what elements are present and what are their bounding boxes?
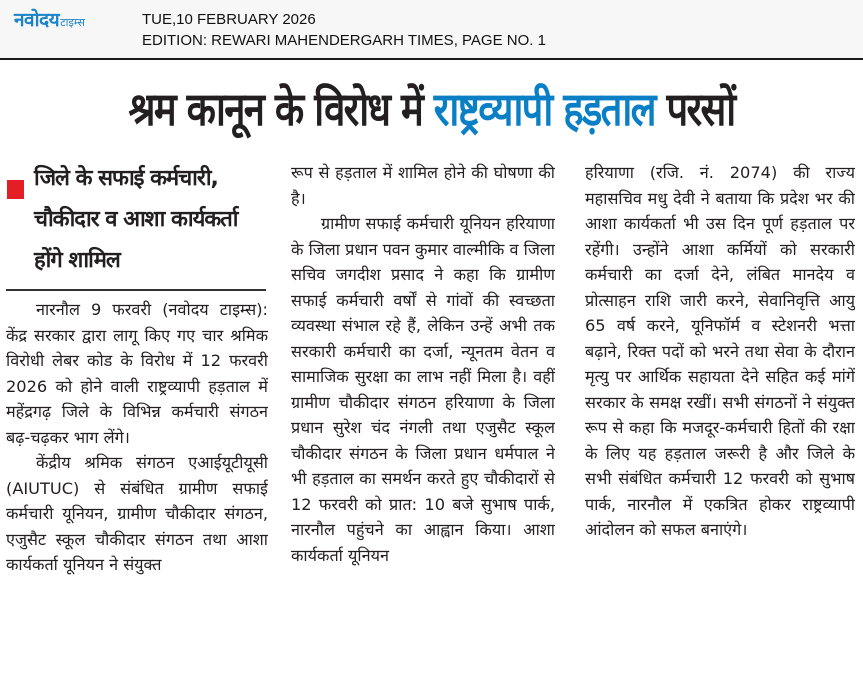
article-paragraph: नारनौल 9 फरवरी (नवोदय टाइम्स): केंद्र सरकार द्वारा लागू किए गए चार श्रमिक विरोधी लेबर कोड के विरोध में 12 फरवरी 2026 को होने वाली राष्ट्रव्यापी हड़ताल में महेंद्रगढ़ जिले के विभिन्न कर्मचारी संगठन बढ़-चढ़कर भाग लेंगे। — [6, 300, 268, 447]
newspaper-header-bar — [0, 0, 863, 60]
article-paragraph: केंद्रीय श्रमिक संगठन एआईयूटीयूसी (AIUTUC) से संबंधित ग्रामीण सफाई कर्मचारी यूनियन, ग्रामीण चौकीदार संगठन, एजुसैट स्कूल चौकीदार संगठन तथा आशा कार्यकर्ता यूनियन ने संयुक्त — [6, 453, 268, 574]
edition-page-label: EDITION: REWARI MAHENDERGARH TIMES, PAGE NO. 1 — [142, 32, 546, 49]
edition-info — [142, 9, 546, 51]
article-paragraph: रूप से हड़ताल में शामिल होने की घोषणा की है। — [291, 163, 555, 208]
article-column-1 — [6, 158, 268, 673]
main-headline — [73, 68, 789, 150]
subheadline-divider — [6, 289, 266, 291]
subheadline-text: जिले के सफाई कर्मचारी, चौकीदार व आशा कार्यकर्ता होंगे शामिल — [34, 166, 238, 273]
logo-main-text: नवोदय — [14, 9, 60, 31]
red-square-bullet-icon — [7, 180, 24, 199]
headline-part-1: श्रम कानून के विरोध में — [128, 82, 434, 136]
article-column-3 — [585, 160, 855, 673]
headline-part-3: परसों — [654, 82, 735, 136]
subheadline — [6, 158, 268, 288]
navodaya-times-logo — [14, 9, 85, 31]
article-paragraph: ग्रामीण सफाई कर्मचारी यूनियन हरियाणा के जिला प्रधान पवन कुमार वाल्मीकि व जिला सचिव जगदीश प्रसाद ने कहा कि ग्रामीण सफाई कर्मचारी वर्षों से गांवों की स्वच्छता व्यवस्था संभाल रहे हैं, लेकिन उन्हें अभी तक सरकारी कर्मचारी का दर्जा, न्यूनतम वेतन व सामाजिक सुरक्षा का लाभ नहीं मिला है। वहीं ग्रामीण चौकीदार संगठन हरियाणा के जिला प्रधान सुरेश चंद नंगली तथा एजुसैट स्कूल चौकीदार संगठन के जिला प्रधान धर्मपाल ने भी हड़ताल का समर्थन करते हुए चौकीदारों से 12 फरवरी को प्रात: 10 बजे सुभाष पार्क, नारनौल पहुंचने का आह्वान किया। आशा कार्यकर्ता यूनियन — [291, 214, 555, 565]
logo-sub-text: टाइम्स — [60, 16, 85, 29]
headline-part-2-highlight: राष्ट्रव्यापी हड़ताल — [433, 82, 655, 136]
publication-date: TUE,10 FEBRUARY 2026 — [142, 11, 316, 28]
article-paragraph: हरियाणा (रजि. नं. 2074) की राज्य महासचिव मधु देवी ने बताया कि प्रदेश भर की आशा कार्यकर्ता भी उस दिन पूर्ण हड़ताल पर रहेंगी। उन्होंने आशा कर्मियों को सरकारी कर्मचारी का दर्जा देने, लंबित मानदेय व प्रोत्साहन राशि जारी करने, सेवानिवृत्ति आयु 65 वर्ष करने, यूनिफॉर्म व स्टेशनरी भत्ता बढ़ाने, रिक्त पदों को भरने तथा सेवा के दौरान मृत्यु पर आर्थिक सहायता देने सहित कई मांगें सरकार के समक्ष रखीं। सभी संगठनों ने संयुक्त रूप से कहा कि मजदूर-कर्मचारी हितों की रक्षा के लिए यह हड़ताल जरूरी है और जिले के सभी संबंधित कर्मचारी 12 फरवरी को सुभाष पार्क, नारनौल में एकत्रित होकर राष्ट्रव्यापी आंदोलन को सफल बनाएंगे। — [585, 163, 855, 539]
article-column-2 — [291, 160, 555, 673]
